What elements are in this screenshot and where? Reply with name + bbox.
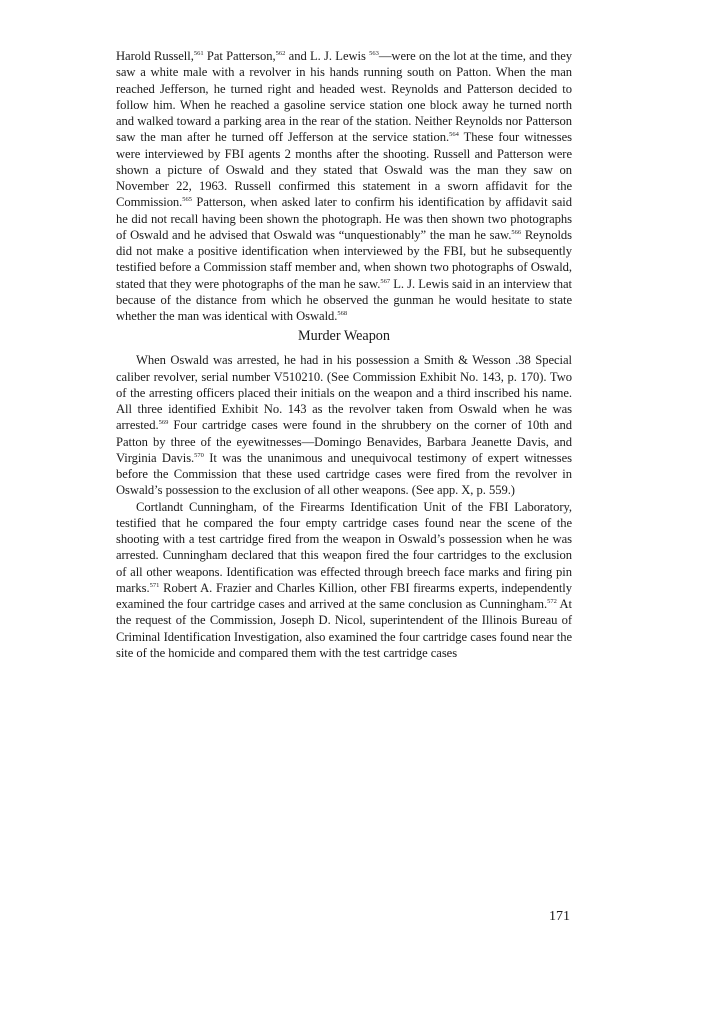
paragraph-text: These four witnesses were interviewed by FBI agents 2 months after the shooting. Russell and Patterson were shown a picture of Oswald and they stated that Oswald was the man they saw on November 22, 1963. Russell confirmed this statement in a sworn affidavit for the Commission.: [116, 130, 572, 210]
footnote-marker: 563: [369, 50, 379, 57]
body-paragraph-3: [116, 499, 572, 662]
footnote-marker: 564: [449, 131, 459, 139]
paragraph-text: and L. J. Lewis: [285, 49, 370, 63]
body-paragraph-1: [116, 48, 572, 324]
footnote-marker: 566: [511, 228, 522, 236]
paragraph-text: When Oswald was arrested, he had in his possession a Smith & Wesson .38 Special caliber revolver, serial number V510210. (See Commission Exhibit No. 143, p. 170). Two of the arresting officers placed their initials on the weapon and a third inscribed his name. All three identified Exhibit No. 143 as the revolver taken from Oswald when he was arrested.: [116, 353, 572, 433]
paragraph-text: —were on the lot at the time, and they saw a white male with a revolver in his hands running south on Patton. When the man reached Jefferson, he turned right and headed west. Reynolds and Patterson decided to follow him. When he reached a gasoline service station one block away he turned north and walked toward a parking area in the rear of the station. Neither Reynolds nor Patterson saw the man after he turned off Jefferson at the service station.: [116, 49, 572, 145]
paragraph-text: Reynolds did not make a positive identification when interviewed by the FBI, but he subsequently testified before a Commission staff member and, when shown two photographs of Oswald, stated that they were photographs of the man he saw.: [116, 227, 572, 291]
footnote-marker: 568: [337, 310, 348, 317]
footnote-marker: 565: [182, 196, 193, 204]
footnote-marker: 571: [149, 581, 160, 589]
paragraph-text: Robert A. Frazier and Charles Killion, other FBI firearms experts, independently examined the four cartridge cases and arrived at the same conclusion as Cunningham.: [116, 580, 572, 611]
footnote-marker: 570: [194, 451, 204, 459]
paragraph-text: Patterson, when asked later to confirm his identification by affidavit said he did not recall having been shown the photograph. He was then shown two photographs of Oswald and he advised that Oswald was “unquestionably” the man he saw.: [116, 195, 572, 242]
footnote-marker: 567: [380, 277, 391, 285]
document-page: [116, 48, 572, 661]
paragraph-text: It was the unanimous and unequivocal testimony of expert witnesses before the Commission that these used cartridge cases were fired from the revolver in Oswald’s possession to the exclusion of all other weapons. (See app. X, p. 559.): [116, 450, 572, 498]
paragraph-text: Pat Patterson,: [203, 49, 276, 63]
footnote-marker: 572: [547, 598, 557, 605]
footnote-marker: 562: [275, 50, 286, 57]
paragraph-text: Cortlandt Cunningham, of the Firearms Identification Unit of the FBI Laboratory, testified that he compared the four empty cartridge cases found near the scene of the shooting with a test cartridge fired from the weapon in Oswald’s possession when he was arrested. Cunningham declared that this weapon fired the four cartridges to the exclusion of all other weapons. Identification was effected through breech face marks and firing pin marks.: [116, 499, 572, 595]
paragraph-text: Harold Russell,: [116, 49, 194, 63]
body-paragraph-2: [116, 352, 572, 498]
footnote-marker: 569: [158, 419, 169, 427]
paragraph-text: At the request of the Commission, Joseph D. Nicol, superintendent of the Illinois Bureau of Criminal Identification Investigation, also examined the four cartridge cases found near the site of the homicide and compared them with the test cartridge cases: [116, 597, 573, 660]
section-heading: Murder Weapon: [298, 328, 390, 345]
paragraph-text: L. J. Lewis said in an interview that because of the distance from which he observed the gunman he would hesitate to state whether the man was identical with Oswald.: [116, 276, 572, 323]
paragraph-text: Four cartridge cases were found in the shrubbery on the corner of 10th and Patton by three of the eyewitnesses—Domingo Benavides, Barbara Jeanette Davis, and Virginia Davis.: [116, 418, 572, 465]
footnote-marker: 561: [193, 50, 204, 57]
page-number: 171: [549, 909, 570, 924]
